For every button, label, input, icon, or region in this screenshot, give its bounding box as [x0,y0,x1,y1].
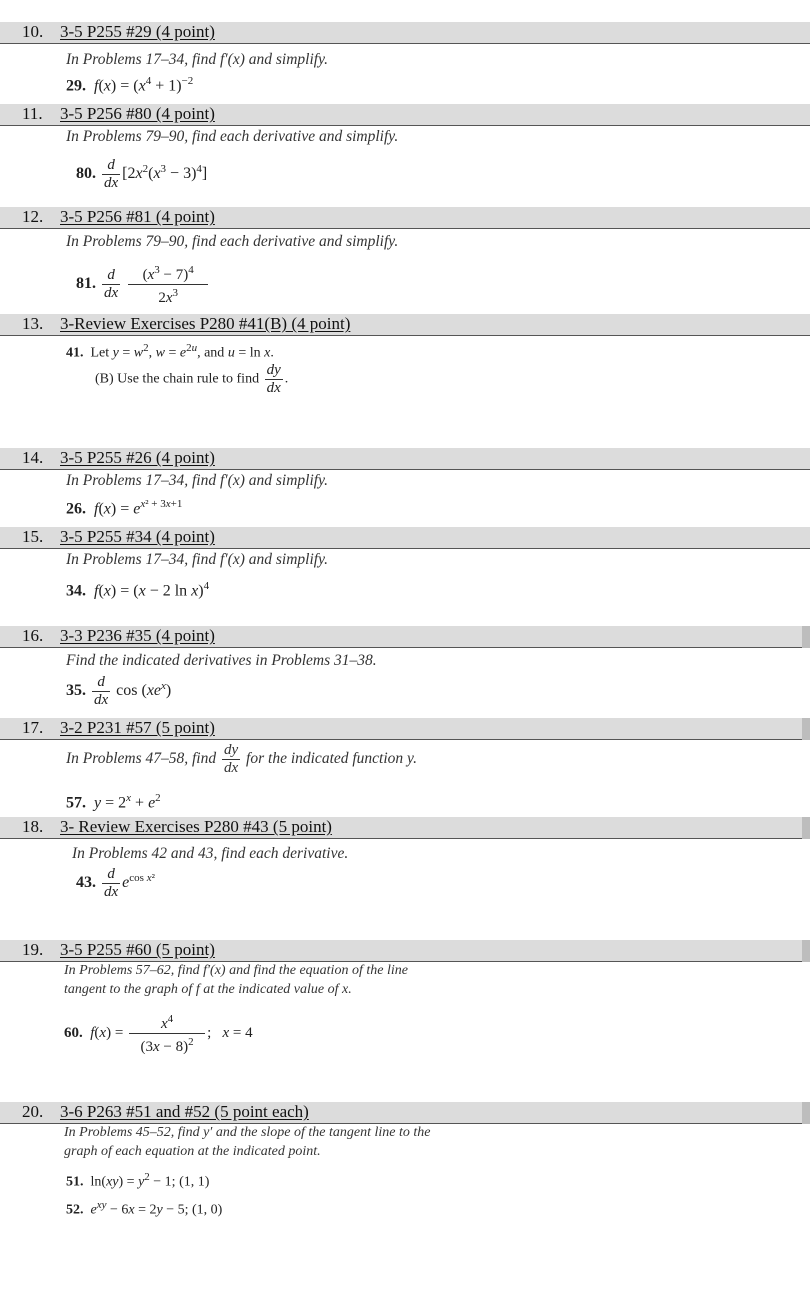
instruction: In Problems 47–58, find $\frac{dy}{dx}$ for the indicated function y. [66,742,417,776]
instruction: In Problems 79–90, find each derivative and simplify. [66,233,399,250]
problem-80: 80. $\frac{d}{dx}$ $[2x^2(x^3 - 3)^4]$ [76,157,208,191]
right-edge-tab [802,1102,810,1124]
problem-17-header: 17. 3-2 P231 #57 (5 point) [0,718,810,740]
instruction: In Problems 17–34, find f′(x) and simplify. [66,472,328,489]
problem-title: 3-5 P255 #26 (4 point) [60,448,215,467]
problem-29: 29. $f(x) = (x^4 + 1)^{-2}$ [66,75,194,95]
problem-title: 3- Review Exercises P280 #43 (5 point) [60,817,332,836]
right-edge-tab [802,940,810,962]
instruction: graph of each equation at the indicated point. [64,1144,321,1159]
problem-57: 57. $y = 2^x + e^2$ [66,792,161,812]
problem-35: 35. $\frac{d}{dx}$ $\cos (xe^x)$ [66,674,172,708]
problem-11-header: 11. 3-5 P256 #80 (4 point) [0,104,810,126]
instruction: In Problems 79–90, find each derivative and simplify. [66,128,399,145]
problem-13-header: 13. 3-Review Exercises P280 #41(B) (4 point) [0,314,810,336]
problem-10-header: 10. 3-5 P255 #29 (4 point) [0,22,810,44]
problem-12-header: 12. 3-5 P256 #81 (4 point) [0,207,810,229]
problem-20-header: 20. 3-6 P263 #51 and #52 (5 point each) [0,1102,810,1124]
problem-title: 3-3 P236 #35 (4 point) [60,626,215,645]
problem-81: 81. $\frac{d}{dx}$ $\frac{(x^3 - 7)^4}{2x^3}$ [76,262,210,307]
problem-19-header: 19. 3-5 P255 #60 (5 point) [0,940,810,962]
instruction: In Problems 42 and 43, find each derivative. [72,845,349,862]
problem-15-header: 15. 3-5 P255 #34 (4 point) [0,527,810,549]
problem-title: 3-Review Exercises P280 #41(B) (4 point) [60,314,351,333]
instruction: Find the indicated derivatives in Problems 31–38. [66,652,377,669]
problem-34: 34. f(x) = (x − 2 ln x)$^4$ [66,580,210,600]
problem-title: 3-5 P255 #29 (4 point) [60,22,215,41]
problem-title: 3-6 P263 #51 and #52 (5 point each) [60,1102,309,1121]
problem-43: 43. $\frac{d}{dx}$ $e^{cos x^2}$ [76,866,155,900]
problem-60: 60. f(x) = $\frac{x^4}{(3x - 8)^2}$ ; x = 4 [64,1013,253,1055]
problem-16-header: 16. 3-3 P236 #35 (4 point) [0,626,810,648]
problem-title: 3-5 P256 #81 (4 point) [60,207,215,226]
problem-41: 41. Let $y = w^2$, $w = e^{2u}$, and u = ln x. [66,342,274,361]
problem-title: 3-5 P255 #34 (4 point) [60,527,215,546]
instruction: In Problems 17–34, find f′(x) and simplify. [66,551,328,568]
problem-51: 51. $\ln(xy) = y^2 - 1$; (1, 1) [66,1171,210,1190]
problem-52: 52. $e^{xy} - 6x = 2y - 5$; (1, 0) [66,1199,223,1218]
instruction: In Problems 45–52, find y′ and the slope of the tangent line to the [64,1125,431,1140]
problem-title: 3-5 P255 #60 (5 point) [60,940,215,959]
problem-title: 3-5 P256 #80 (4 point) [60,104,215,123]
problem-14-header: 14. 3-5 P255 #26 (4 point) [0,448,810,470]
problem-title: 3-2 P231 #57 (5 point) [60,718,215,737]
right-edge-tab [802,817,810,839]
instruction: tangent to the graph of f at the indicated value of x. [64,982,352,997]
problem-18-header: 18. 3- Review Exercises P280 #43 (5 point) [0,817,810,839]
problem-26: 26. $f(x) = e^{x^2 + 3x+1}$ [66,498,183,518]
instruction: In Problems 57–62, find f′(x) and find the equation of the line [64,963,408,978]
problem-41-part-b: (B) Use the chain rule to find $\frac{dy}{dx}$ . [95,362,289,396]
right-edge-tab [802,626,810,648]
right-edge-tab [802,718,810,740]
instruction: In Problems 17–34, find f′(x) and simplify. [66,51,328,68]
